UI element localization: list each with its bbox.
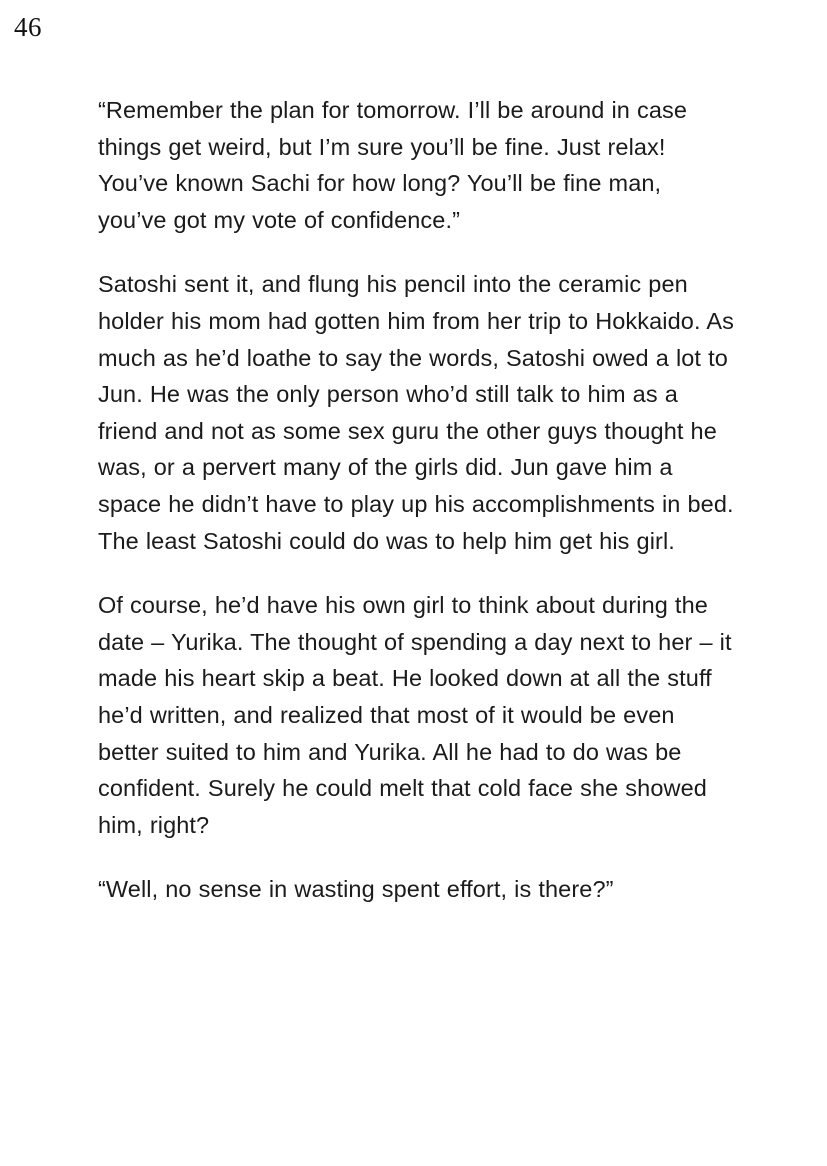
paragraph: “Well, no sense in wasting spent effort, is there?”: [98, 876, 614, 903]
page-number: 46: [14, 12, 42, 42]
body-text-column: [98, 92, 734, 908]
paragraph: Satoshi sent it, and flung his pencil into the ceramic pen holder his mom had gotten him from her trip to Hokkaido. As much as he’d loathe to say the words, Satoshi owed a lot to Jun. He was the only person who’d still talk to him as a friend and not as some sex guru the other guys thought he was, or a pervert many of the girls did. Jun gave him a space he didn’t have to play up his accomplishments in bed. The least Satoshi could do was to help him get his girl.: [98, 271, 734, 554]
paragraph: Of course, he’d have his own girl to think about during the date – Yurika. The thought of spending a day next to her – it made his heart skip a beat. He looked down at all the stuff he’d written, and realized that most of it would be even better suited to him and Yurika. All he had to do was be confident. Surely he could melt that cold face she showed him, right?: [98, 592, 732, 838]
paragraph: “Remember the plan for tomorrow. I’ll be around in case things get weird, but I’m sure you’ll be fine. Just relax! You’ve known Sachi for how long? You’ll be fine man, you’ve got my vote of confidence.”: [98, 97, 688, 233]
